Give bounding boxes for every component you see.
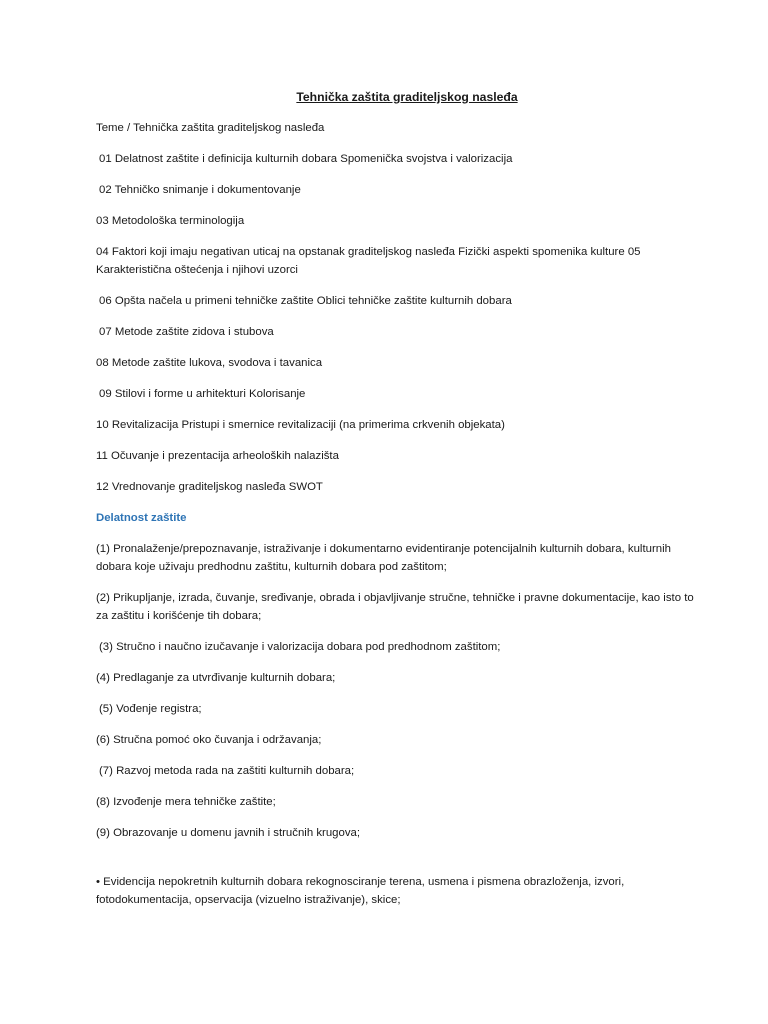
topic-item: 02 Tehničko snimanje i dokumentovanje bbox=[99, 184, 301, 196]
topic-item: 12 Vrednovanje graditeljskog nasleđa SWOT bbox=[96, 481, 323, 493]
blank-line bbox=[96, 855, 698, 873]
topic-item: 01 Delatnost zaštite i definicija kulturnih dobara Spomenička svojstva i valorizacija bbox=[99, 153, 513, 165]
list-item: (8) Izvođenje mera tehničke zaštite; bbox=[96, 796, 276, 808]
topic-item: 03 Metodološka terminologija bbox=[96, 215, 245, 227]
list-item: (1) Pronalaženje/prepoznavanje, istraživanje i dokumentarno evidentiranje potencijalnih kulturnih dobara, kulturnih dobara koje uživaju predhodnu zaštitu, kulturnih dobara pod zaštitom; bbox=[96, 543, 671, 573]
document-title: Tehnička zaštita graditeljskog nasleđa bbox=[296, 90, 518, 104]
list-item: (6) Stručna pomoć oko čuvanja i održavanja; bbox=[96, 734, 322, 746]
document-subtitle: Teme / Tehnička zaštita graditeljskog nasleđa bbox=[96, 122, 325, 134]
topic-item: 10 Revitalizacija Pristupi i smernice revitalizaciji (na primerima crkvenih objekata) bbox=[96, 419, 505, 431]
topic-item: 06 Opšta načela u primeni tehničke zaštite Oblici tehničke zaštite kulturnih dobara bbox=[99, 295, 512, 307]
list-item: (7) Razvoj metoda rada na zaštiti kulturnih dobara; bbox=[99, 765, 355, 777]
list-item: (5) Vođenje registra; bbox=[99, 703, 202, 715]
topic-item: 08 Metode zaštite lukova, svodova i tavanica bbox=[96, 357, 323, 369]
list-item: (2) Prikupljanje, izrada, čuvanje, sređivanje, obrada i objavljivanje stručne, tehničke i pravne dokumentacije, kao isto to za zaštitu i korišćenje tih dobara; bbox=[96, 592, 694, 622]
bullet-paragraph: • Evidencija nepokretnih kulturnih dobara rekognosciranje terena, usmena i pismena obrazloženja, izvori, fotodokumentacija, opservacija (vizuelno istraživanje), skice; bbox=[96, 876, 625, 906]
topic-item: 04 Faktori koji imaju negativan uticaj na opstanak graditeljskog nasleđa Fizički aspekti spomenika kulture 05 Karakteristična oštećenja i njihovi uzorci bbox=[96, 246, 641, 276]
list-item: (9) Obrazovanje u domenu javnih i stručnih krugova; bbox=[96, 827, 361, 839]
list-item: (3) Stručno i naučno izučavanje i valorizacija dobara pod predhodnom zaštitom; bbox=[99, 641, 501, 653]
list-item: (4) Predlaganje za utvrđivanje kulturnih dobara; bbox=[96, 672, 336, 684]
topic-item: 07 Metode zaštite zidova i stubova bbox=[99, 326, 274, 338]
topic-item: 09 Stilovi i forme u arhitekturi Kolorisanje bbox=[99, 388, 306, 400]
section-heading: Delatnost zaštite bbox=[96, 512, 187, 524]
topic-item: 11 Očuvanje i prezentacija arheoloških nalazišta bbox=[96, 450, 339, 462]
